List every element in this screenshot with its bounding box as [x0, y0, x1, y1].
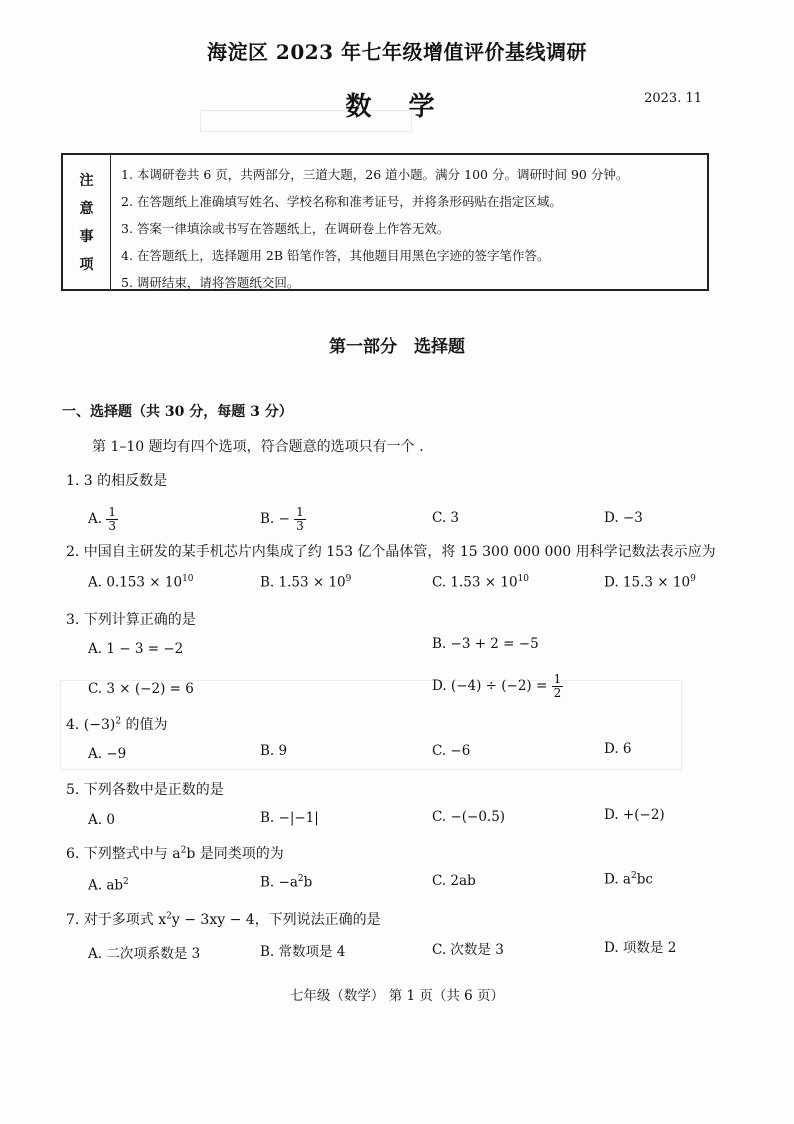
option-text: A. 0.153 × 10: [88, 574, 183, 591]
option-d: D. +(−2): [604, 807, 665, 823]
notice-item: 3. 答案一律填涂或书写在答题纸上，在调研卷上作答无效。: [121, 221, 450, 236]
notice-label-char: 事: [79, 229, 94, 245]
notice-item: 5. 调研结束，请将答题纸交回。: [121, 275, 300, 290]
exponent: 10: [182, 574, 194, 584]
option-text: b: [303, 874, 313, 891]
section-instruction: 第 1–10 题均有四个选项，符合题意的选项只有一个 .: [92, 439, 424, 455]
notice-item: 4. 在答题纸上，选择题用 2B 铅笔作答，其他题目用黑色字迹的签字笔作答。: [121, 248, 550, 263]
option-b: [260, 574, 351, 591]
exponent: 9: [690, 574, 696, 584]
question-stem: 3. 下列计算正确的是: [66, 612, 196, 628]
fraction-numerator: 1: [296, 505, 304, 519]
question-stem: [66, 843, 284, 863]
notice-label-char: 意: [79, 201, 94, 217]
option-prefix: D. (−4) ÷ (−2) =: [432, 678, 548, 694]
exponent: 10: [517, 574, 530, 584]
fraction-numerator: 1: [108, 505, 116, 519]
option-d: [604, 871, 653, 888]
fraction: [552, 673, 564, 700]
option-text: B. 1.53 × 10: [260, 574, 346, 591]
exponent: 2: [166, 911, 172, 922]
page-title: 海淀区 2023 年七年级增值评价基线调研: [206, 40, 588, 64]
option-b: [260, 506, 306, 533]
stem-text: 4. (−3): [66, 717, 116, 733]
option-a: [88, 877, 129, 894]
option-d: D. 项数是 2: [604, 940, 677, 956]
stem-text: 7. 对于多项式 x: [66, 912, 167, 928]
option-a: A. 二次项系数是 3: [88, 946, 201, 962]
exponent: 2: [180, 845, 187, 856]
question-stem: 2. 中国自主研发的某手机芯片内集成了约 153 亿个晶体管，将 15 300 000 000 用科学记数法表示应为: [66, 544, 716, 560]
exponent: 2: [123, 877, 129, 887]
stem-text: y − 3xy − 4，下列说法正确的是: [171, 912, 381, 928]
option-c: [432, 574, 529, 591]
option-b: [260, 874, 312, 891]
option-text: D. 15.3 × 10: [604, 574, 691, 591]
option-c: C. 3: [432, 510, 460, 526]
option-text: bc: [636, 871, 653, 888]
part-title: 第一部分 选择题: [329, 337, 465, 357]
notice-list: [111, 155, 707, 289]
option-b: B. −|−1|: [260, 810, 319, 826]
fraction: [294, 506, 306, 533]
notice-label-char: 项: [79, 257, 94, 273]
stem-text: 6. 下列整式中与 a: [66, 846, 181, 862]
option-a: A. −9: [88, 746, 127, 762]
fraction-denominator: 3: [296, 519, 304, 533]
exponent: 2: [115, 716, 122, 727]
option-b: B. 常数项是 4: [260, 944, 346, 960]
notice-item: 1. 本调研卷共 6 页，共两部分，三道大题，26 道小题。满分 100 分。调研时间 90 分钟。: [121, 167, 629, 182]
option-d: [432, 673, 563, 700]
option-text: D. a: [604, 871, 631, 888]
option-a: [88, 506, 118, 533]
option-c: C. 2ab: [432, 873, 476, 889]
question-stem: 5. 下列各数中是正数的是: [66, 782, 224, 798]
question-stem: [66, 714, 168, 734]
option-prefix: A.: [88, 511, 103, 527]
option-text: C. 1.53 × 10: [432, 574, 518, 591]
notice-item: 2. 在答题纸上准确填写姓名、学校名称和准考证号，并将条形码贴在指定区域。: [121, 194, 562, 209]
fraction: [106, 506, 118, 533]
notice-label: [63, 155, 111, 289]
option-c: C. −(−0.5): [432, 809, 506, 825]
option-c: C. 3 × (−2) = 6: [88, 681, 194, 697]
exponent: 9: [345, 574, 352, 584]
exponent: 2: [630, 871, 637, 881]
subject-title: 数 学: [345, 92, 449, 122]
option-text: A. ab: [88, 877, 124, 894]
option-text: B. −a: [260, 874, 298, 891]
question-stem: [66, 909, 381, 929]
option-c: C. 次数是 3: [432, 942, 504, 958]
fraction-denominator: 2: [553, 686, 562, 700]
option-d: [604, 574, 696, 591]
option-a: [88, 574, 194, 591]
option-b: B. 9: [260, 743, 288, 759]
fraction-denominator: 3: [108, 519, 116, 533]
exponent: 2: [297, 874, 304, 884]
option-prefix: B. −: [260, 511, 290, 527]
question-stem: 1. 3 的相反数是: [66, 473, 168, 489]
section-heading: 一、选择题（共 30 分，每题 3 分）: [62, 404, 293, 420]
fraction-numerator: 1: [553, 672, 562, 686]
notice-box: [61, 153, 709, 291]
stem-text: 的值为: [121, 717, 168, 733]
option-d: D. 6: [604, 741, 632, 757]
stem-text: b 是同类项的为: [186, 846, 284, 862]
option-b: B. −3 + 2 = −5: [432, 636, 539, 652]
option-a: A. 1 − 3 = −2: [88, 641, 184, 657]
exam-date: 2023. 11: [644, 91, 702, 106]
page-footer: 七年级（数学） 第 1 页（共 6 页）: [289, 988, 505, 1004]
notice-label-char: 注: [79, 173, 94, 189]
option-d: D. −3: [604, 510, 643, 526]
option-c: C. −6: [432, 743, 471, 759]
option-a: A. 0: [88, 812, 115, 828]
